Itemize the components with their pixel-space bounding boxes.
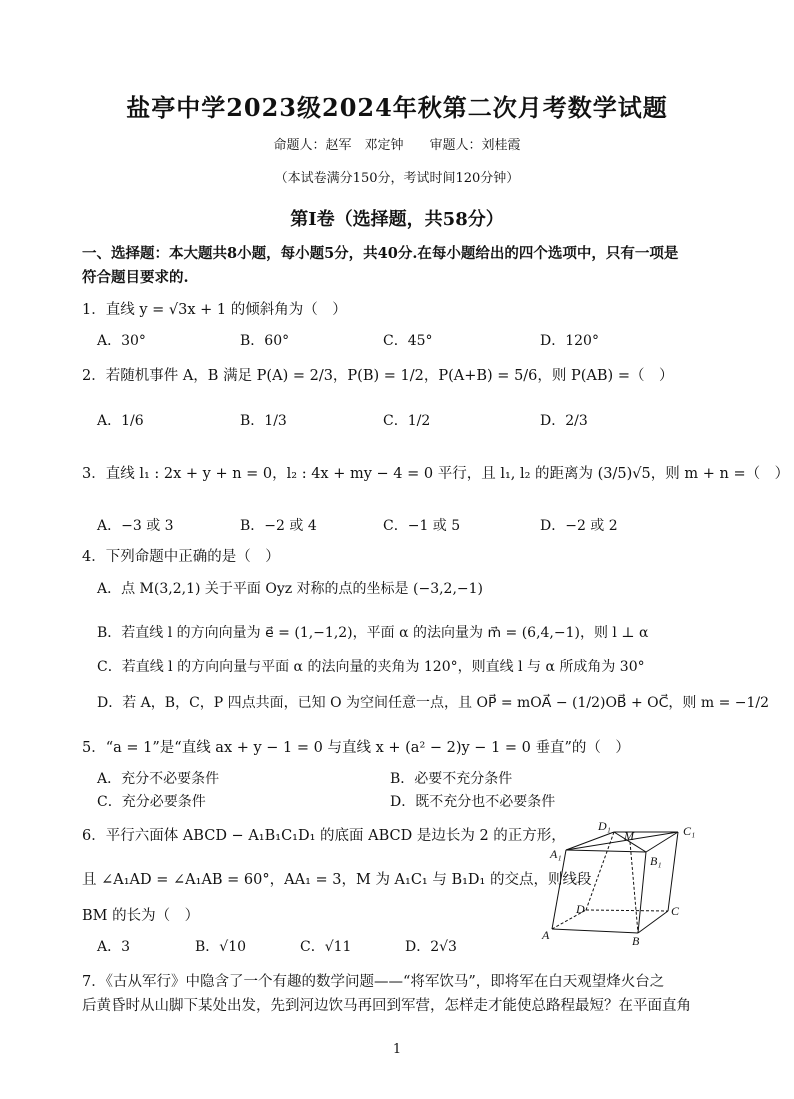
question-2-option-d: D．2/3 (540, 413, 588, 429)
section-heading: 第I卷（选择题，共58分） (290, 209, 504, 230)
page-number: 1 (392, 1042, 402, 1057)
question-6-option-b: B．√10 (195, 939, 247, 955)
question-6-stem-line-1: 6．平行六面体 ABCD − A₁B₁C₁D₁ 的底面 ABCD 是边长为 2 的正方形， (82, 828, 566, 844)
question-2-option-b: B．1/3 (240, 413, 287, 429)
question-2-option-c: C．1/2 (383, 413, 431, 429)
label-m: M (624, 829, 634, 843)
question-4-option-c: C．若直线 l 的方向向量与平面 α 的法向量的夹角为 120°，则直线 l 与 α 所成角为 30° (97, 659, 645, 675)
hidden-edge-d-c (586, 910, 668, 911)
hidden-edge-d1-d (586, 832, 614, 910)
question-7-stem-line-1: 7．《古从军行》中隐含了一个有趣的数学问题——“将军饮马”，即将军在白天观望烽火台之 (82, 974, 665, 990)
question-3-option-a: A．−3 或 3 (97, 518, 174, 534)
question-4-option-b: B．若直线 l 的方向向量为 e⃗ = (1,−1,2)，平面 α 的法向量为 m⃗ = (6,4,−1)，则 l ⊥ α (97, 625, 649, 641)
question-7-stem-line-2: 后黄昏时从山脚下某处出发，先到河边饮马再回到军营，怎样走才能使总路程最短？在平面直角 (82, 998, 691, 1014)
label-a: A (542, 928, 550, 942)
question-1-stem: 1．直线 y = √3x + 1 的倾斜角为（ ） (82, 302, 347, 318)
exam-authors: 命题人：赵军 邓定钟 审题人：刘桂霞 (273, 138, 521, 153)
edge-c1-c (668, 832, 678, 911)
label-a1: A₁ (550, 847, 562, 861)
hidden-segment-m-b (630, 842, 638, 933)
question-3-option-b: B．−2 或 4 (240, 518, 317, 534)
question-4-stem: 4．下列命题中正确的是（ ） (82, 549, 280, 565)
question-6-option-c: C．√11 (300, 939, 352, 955)
question-1-option-b: B．60° (240, 333, 290, 349)
question-5-option-a: A．充分不必要条件 (97, 771, 220, 787)
question-2-stem: 2．若随机事件 A，B 满足 P(A) = 2/3，P(B) = 1/2，P(A+B) = 5/6，则 P(AB) =（ ） (82, 368, 674, 384)
exam-title: 盐亭中学2023级2024年秋第二次月考数学试题 (126, 93, 668, 122)
question-6-option-a: A．3 (97, 939, 131, 955)
question-5-stem: 5．“a = 1”是“直线 ax + y − 1 = 0 与直线 x + (a² − 2)y − 1 = 0 垂直”的（ ） (82, 740, 630, 756)
question-6-option-d: D．2√3 (405, 939, 457, 955)
label-c: C (671, 904, 680, 918)
question-5-option-c: C．充分必要条件 (97, 794, 206, 810)
question-6-stem-line-2: 且 ∠A₁AD = ∠A₁AB = 60°，AA₁ = 3，M 为 A₁C₁ 与 B₁D₁ 的交点，则线段 (82, 872, 592, 888)
question-1-option-c: C．45° (383, 333, 433, 349)
question-5-option-d: D．既不充分也不必要条件 (390, 794, 556, 810)
diagonal-a1-c1 (566, 832, 678, 850)
edge-b-c (638, 911, 668, 933)
instructions-line-2: 符合题目要求的. (82, 269, 189, 286)
question-3-stem: 3．直线 l₁ : 2x + y + n = 0，l₂ : 4x + my − 4 = 0 平行，且 l₁, l₂ 的距离为 (3/5)√5，则 m + n =（ ） (82, 466, 790, 482)
question-4-option-a: A．点 M(3,2,1) 关于平面 Oyz 对称的点的坐标是 (−3,2,−1) (97, 581, 484, 597)
question-6-stem-line-3: BM 的长为（ ） (82, 908, 200, 924)
label-c1: C₁ (683, 824, 696, 838)
instructions-line-1: 一、选择题：本大题共8小题，每小题5分，共40分.在每小题给出的四个选项中，只有一项是 (82, 245, 679, 262)
edge-b1-b (638, 852, 646, 933)
label-b1: B₁ (650, 854, 662, 868)
question-3-option-d: D．−2 或 2 (540, 518, 618, 534)
question-1-option-d: D．120° (540, 333, 599, 349)
edge-a1-d1 (566, 832, 614, 850)
question-1-option-a: A．30° (97, 333, 146, 349)
question-4-option-d: D．若 A，B，C，P 四点共面，已知 O 为空间任意一点，且 OP⃗ = mOA⃗ − (1/2)OB⃗ + OC⃗，则 m = −1/2 (97, 695, 770, 711)
edge-a-b (552, 929, 638, 933)
label-b: B (632, 934, 640, 948)
question-5-option-b: B．必要不充分条件 (390, 771, 513, 787)
label-d1: D₁ (598, 819, 611, 833)
question-3-option-c: C．−1 或 5 (383, 518, 461, 534)
question-2-option-a: A．1/6 (97, 413, 144, 429)
edge-a1-a (552, 850, 566, 929)
parallelepiped-figure (540, 815, 710, 950)
edge-b1-a1 (566, 850, 646, 852)
label-d: D (576, 902, 585, 916)
exam-note: （本试卷满分150分，考试时间120分钟） (274, 171, 520, 186)
